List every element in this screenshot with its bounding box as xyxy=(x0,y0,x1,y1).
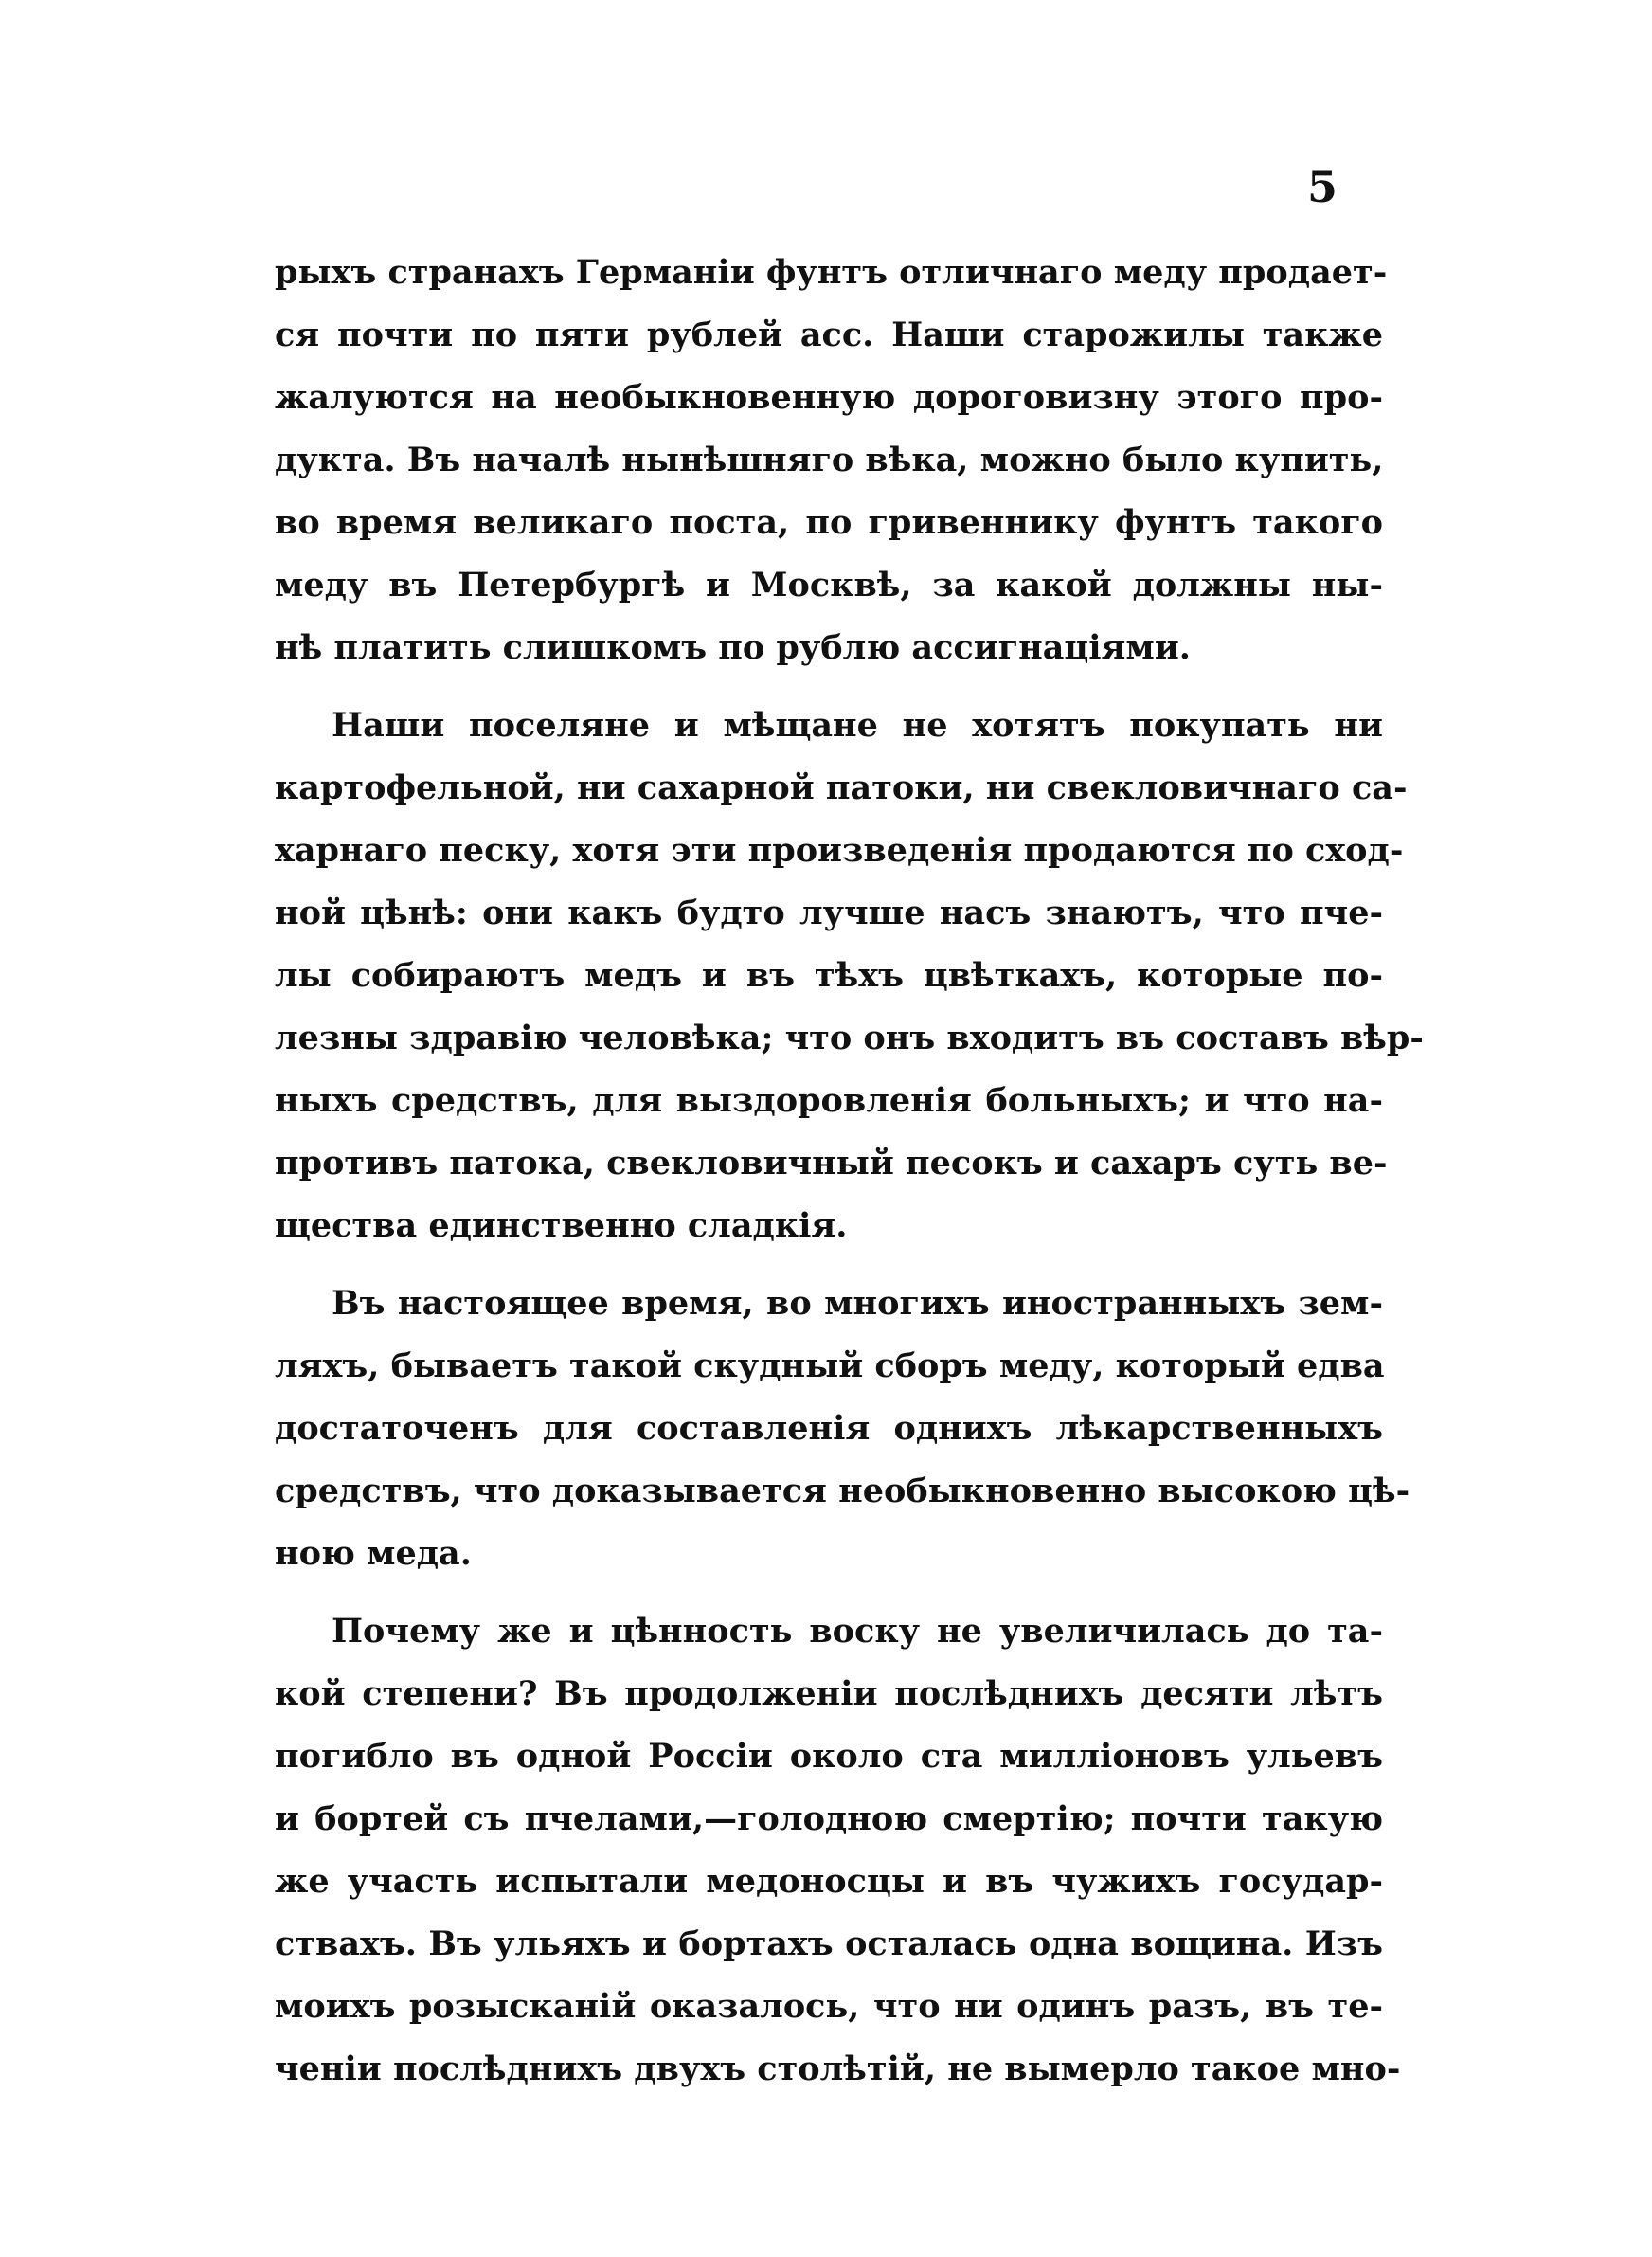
text-line: нѣ платить слишкомъ по рублю ассигнаціями. xyxy=(275,628,1191,667)
paragraph-4 xyxy=(275,1600,1401,2101)
text-line: Почему же и цѣнность воску не увеличилась до та- xyxy=(332,1612,1383,1651)
text-line: противъ патока, свекловичный песокъ и сахаръ суть ве- xyxy=(275,1144,1388,1183)
paragraph-3 xyxy=(275,1273,1410,1585)
text-line: погибло въ одной Россіи около ста милліоновъ ульевъ xyxy=(275,1737,1383,1776)
text-line: достаточенъ для составленія однихъ лѣкарственныхъ xyxy=(275,1409,1383,1448)
paragraph-2 xyxy=(275,695,1424,1257)
text-line: ствахъ. Въ ульяхъ и бортахъ осталась одна вощина. Изъ xyxy=(275,1924,1383,1963)
text-line: Въ настоящее время, во многихъ иностранныхъ зем- xyxy=(332,1284,1383,1323)
text-line: ной цѣнѣ: они какъ будто лучше насъ знаютъ, что пче- xyxy=(275,894,1383,932)
text-line: дукта. Въ началѣ нынѣшняго вѣка, можно было купить, xyxy=(275,441,1384,479)
text-line: моихъ розысканій оказалось, что ни одинъ разъ, въ те- xyxy=(275,1987,1383,2026)
text-line: и бортей съ пчелами,—голодною смертію; почти такую xyxy=(275,1799,1383,1838)
text-line: ляхъ, бываетъ такой скудный сборъ меду, который едва xyxy=(275,1346,1385,1385)
text-line: рыхъ странахъ Германіи фунтъ отличнаго меду продает- xyxy=(275,253,1388,292)
text-line: меду въ Петербургѣ и Москвѣ, за какой должны ны- xyxy=(275,566,1383,605)
text-line: ся почти по пяти рублей асс. Наши старожилы также xyxy=(275,316,1383,354)
text-line: кой степени? Въ продолженіи послѣднихъ десяти лѣтъ xyxy=(275,1674,1383,1713)
body-text xyxy=(275,242,1424,2101)
text-line: во время великаго поста, по гривеннику фунтъ такого xyxy=(275,503,1383,542)
page-number: 5 xyxy=(1307,161,1338,212)
text-line: Наши поселяне и мѣщане не хотятъ покупать ни xyxy=(332,706,1383,745)
text-line: средствъ, что доказывается необыкновенно высокою цѣ- xyxy=(275,1472,1410,1510)
text-line: ною меда. xyxy=(275,1534,472,1573)
text-line: лы собираютъ медъ и въ тѣхъ цвѣткахъ, которые по- xyxy=(275,956,1383,995)
text-line: картофельной, ни сахарной патоки, ни свекловичнаго са- xyxy=(275,768,1408,807)
text-line: жалуются на необыкновенную дороговизну этого про- xyxy=(275,378,1383,417)
text-line: же участь испытали медоносцы и въ чужихъ государ- xyxy=(275,1862,1383,1901)
text-line: ныхъ средствъ, для выздоровленія больныхъ; и что на- xyxy=(275,1081,1383,1120)
text-line: ченіи послѣднихъ двухъ столѣтій, не вымерло такое мно- xyxy=(275,2049,1401,2088)
text-line: лезны здравію человѣка; что онъ входитъ въ составъ вѣр- xyxy=(275,1019,1424,1057)
text-line: щества единственно сладкія. xyxy=(275,1206,848,1245)
text-line: харнаго песку, хотя эти произведенія продаются по сход- xyxy=(275,831,1404,870)
paragraph-1 xyxy=(275,242,1388,679)
